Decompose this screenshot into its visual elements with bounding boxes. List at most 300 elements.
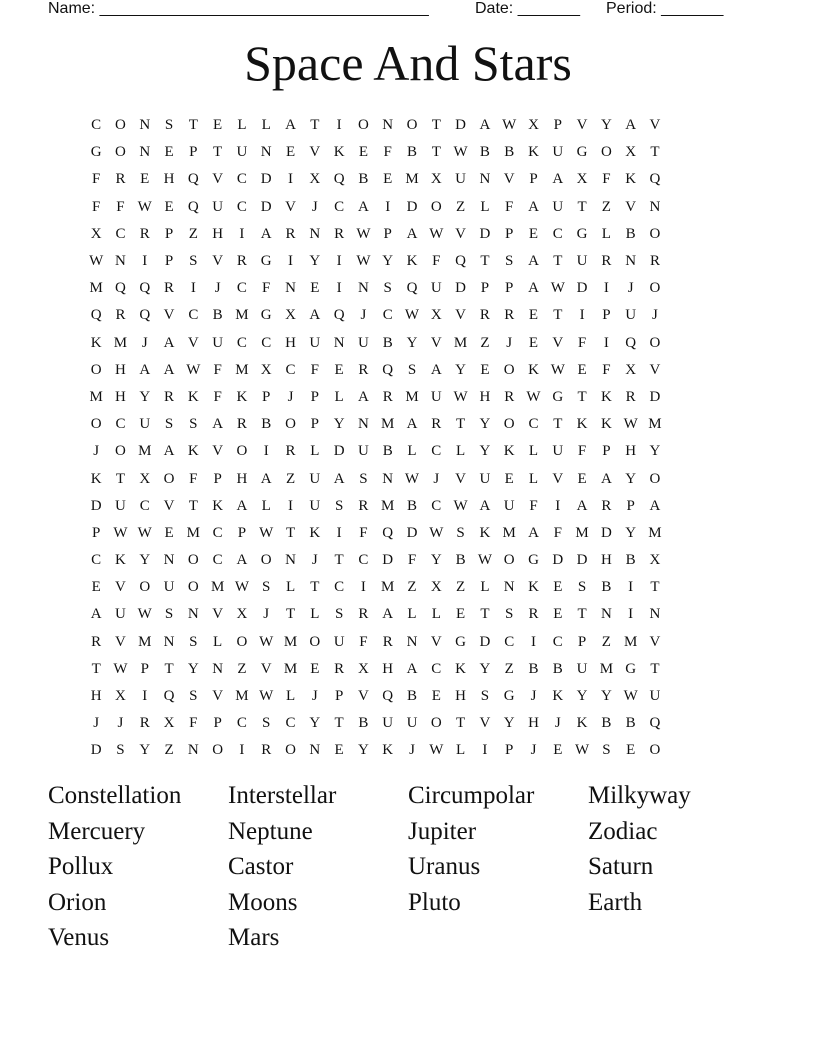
grid-letter[interactable]: F	[553, 524, 562, 541]
grid-letter[interactable]: N	[503, 579, 515, 596]
grid-letter[interactable]: P	[553, 117, 562, 134]
grid-letter[interactable]: J	[311, 688, 318, 705]
grid-letter[interactable]: Q	[90, 307, 102, 324]
grid-letter[interactable]: O	[115, 117, 126, 134]
grid-letter[interactable]: U	[576, 660, 588, 677]
grid-letter[interactable]: J	[530, 742, 537, 759]
grid-letter[interactable]: Z	[407, 579, 417, 596]
grid-letter[interactable]: L	[601, 225, 611, 242]
grid-letter[interactable]: V	[430, 633, 442, 650]
grid-letter[interactable]: R	[91, 633, 102, 650]
grid-letter[interactable]: M	[283, 660, 298, 677]
grid-letter[interactable]: B	[261, 416, 272, 433]
grid-letter[interactable]: D	[333, 443, 345, 460]
grid-letter[interactable]: U	[236, 144, 248, 161]
grid-letter[interactable]: M	[648, 416, 662, 433]
grid-letter[interactable]: X	[430, 307, 442, 324]
grid-letter[interactable]: X	[430, 579, 442, 596]
grid-letter[interactable]: O	[309, 633, 321, 650]
grid-letter[interactable]: R	[236, 416, 247, 433]
grid-letter[interactable]: X	[90, 225, 102, 242]
grid-letter[interactable]: W	[575, 742, 590, 759]
grid-letter[interactable]: R	[358, 497, 369, 514]
grid-letter[interactable]: K	[552, 688, 564, 705]
grid-letter[interactable]: O	[357, 117, 369, 134]
grid-letter[interactable]: R	[285, 443, 296, 460]
grid-letter[interactable]: B	[407, 497, 418, 514]
grid-letter[interactable]: P	[602, 443, 611, 460]
grid-letter[interactable]: Q	[115, 280, 126, 297]
grid-letter[interactable]: W	[186, 361, 201, 378]
grid-letter[interactable]: W	[89, 253, 104, 270]
grid-letter[interactable]: A	[430, 361, 442, 378]
grid-letter[interactable]: N	[357, 280, 369, 297]
grid-letter[interactable]: E	[528, 334, 539, 351]
grid-letter[interactable]: S	[505, 606, 514, 623]
grid-letter[interactable]: B	[407, 688, 418, 705]
grid-letter[interactable]: Y	[600, 117, 612, 134]
grid-letter[interactable]: P	[334, 688, 344, 705]
grid-letter[interactable]: V	[430, 334, 442, 351]
grid-letter[interactable]: M	[575, 524, 589, 541]
grid-letter[interactable]: X	[309, 171, 321, 188]
grid-letter[interactable]: O	[649, 225, 661, 242]
grid-letter[interactable]: E	[383, 171, 393, 188]
grid-letter[interactable]: S	[189, 253, 198, 270]
grid-letter[interactable]: S	[164, 606, 174, 623]
grid-letter[interactable]: N	[115, 253, 126, 270]
grid-letter[interactable]: P	[505, 225, 514, 242]
grid-letter[interactable]: G	[503, 688, 515, 705]
grid-letter[interactable]: D	[649, 388, 661, 405]
grid-letter[interactable]: L	[261, 117, 271, 134]
grid-letter[interactable]: U	[382, 715, 394, 732]
grid-letter[interactable]: K	[576, 715, 588, 732]
grid-letter[interactable]: V	[649, 361, 661, 378]
grid-letter[interactable]: M	[138, 633, 152, 650]
grid-letter[interactable]: W	[259, 524, 274, 541]
grid-letter[interactable]: L	[528, 470, 539, 487]
grid-letter[interactable]: T	[188, 117, 198, 134]
grid-letter[interactable]: Z	[504, 660, 514, 677]
grid-letter[interactable]: A	[406, 416, 418, 433]
grid-letter[interactable]: T	[334, 552, 344, 569]
grid-letter[interactable]: C	[285, 715, 296, 732]
grid-letter[interactable]: A	[212, 416, 224, 433]
grid-letter[interactable]: I	[603, 280, 609, 297]
grid-letter[interactable]: E	[310, 660, 320, 677]
grid-letter[interactable]: O	[90, 416, 102, 433]
grid-letter[interactable]: C	[236, 715, 247, 732]
grid-letter[interactable]: E	[456, 606, 466, 623]
grid-letter[interactable]: I	[336, 253, 342, 270]
grid-letter[interactable]: K	[479, 524, 491, 541]
grid-letter[interactable]: C	[358, 552, 369, 569]
grid-letter[interactable]: C	[91, 552, 102, 569]
grid-letter[interactable]: S	[262, 579, 271, 596]
grid-letter[interactable]: M	[381, 497, 395, 514]
grid-letter[interactable]: C	[431, 660, 442, 677]
grid-letter[interactable]: U	[430, 280, 442, 297]
grid-letter[interactable]: W	[623, 416, 638, 433]
grid-letter[interactable]: H	[625, 443, 637, 460]
grid-letter[interactable]: N	[187, 606, 199, 623]
grid-letter[interactable]: Q	[382, 361, 394, 378]
grid-letter[interactable]: Z	[456, 579, 466, 596]
grid-letter[interactable]: C	[115, 416, 126, 433]
grid-letter[interactable]: E	[626, 742, 636, 759]
grid-letter[interactable]: M	[235, 307, 249, 324]
grid-letter[interactable]: A	[90, 606, 102, 623]
grid-letter[interactable]: Z	[456, 198, 466, 215]
grid-letter[interactable]: S	[189, 633, 198, 650]
grid-letter[interactable]: M	[502, 524, 516, 541]
grid-letter[interactable]: J	[627, 280, 634, 297]
grid-letter[interactable]: W	[404, 307, 420, 324]
grid-letter[interactable]: W	[234, 579, 250, 596]
grid-letter[interactable]: A	[357, 198, 369, 215]
grid-letter[interactable]: Q	[406, 280, 418, 297]
grid-letter[interactable]: N	[212, 660, 224, 677]
grid-letter[interactable]: K	[625, 171, 637, 188]
grid-letter[interactable]: Y	[139, 552, 151, 569]
grid-letter[interactable]: E	[285, 144, 296, 161]
grid-letter[interactable]: L	[237, 117, 247, 134]
grid-letter[interactable]: S	[505, 253, 514, 270]
grid-letter[interactable]: V	[455, 225, 467, 242]
grid-letter[interactable]: D	[260, 171, 272, 188]
date-field[interactable]: Date: _______	[475, 0, 580, 17]
grid-letter[interactable]: Q	[163, 688, 175, 705]
grid-letter[interactable]: N	[285, 280, 296, 297]
grid-letter[interactable]: D	[406, 198, 418, 215]
grid-letter[interactable]: Y	[625, 524, 637, 541]
grid-letter[interactable]: S	[164, 416, 174, 433]
grid-letter[interactable]: T	[650, 660, 660, 677]
grid-letter[interactable]: Z	[188, 225, 198, 242]
grid-letter[interactable]: C	[261, 334, 272, 351]
grid-letter[interactable]: I	[336, 524, 342, 541]
grid-letter[interactable]: P	[602, 307, 611, 324]
name-field[interactable]: Name: _____________________________________	[48, 0, 429, 17]
grid-letter[interactable]: C	[552, 225, 563, 242]
period-field[interactable]: Period: _______	[606, 0, 724, 17]
grid-letter[interactable]: N	[479, 171, 491, 188]
grid-letter[interactable]: Y	[479, 443, 491, 460]
grid-letter[interactable]: I	[360, 579, 366, 596]
grid-letter[interactable]: V	[309, 144, 321, 161]
grid-letter[interactable]: E	[553, 606, 563, 623]
grid-letter[interactable]: S	[456, 524, 465, 541]
grid-letter[interactable]: L	[310, 443, 320, 460]
grid-letter[interactable]: K	[382, 742, 394, 759]
grid-letter[interactable]: H	[382, 660, 394, 677]
grid-letter[interactable]: V	[212, 606, 224, 623]
grid-letter[interactable]: T	[650, 579, 660, 596]
grid-letter[interactable]: Y	[333, 416, 345, 433]
grid-letter[interactable]: W	[356, 253, 371, 270]
grid-letter[interactable]: E	[310, 280, 320, 297]
grid-letter[interactable]: B	[552, 660, 563, 677]
grid-letter[interactable]: U	[115, 606, 126, 623]
grid-letter[interactable]: U	[212, 198, 224, 215]
grid-letter[interactable]: A	[552, 171, 564, 188]
grid-letter[interactable]: Y	[139, 388, 151, 405]
grid-letter[interactable]: U	[163, 579, 175, 596]
grid-letter[interactable]: O	[430, 198, 442, 215]
grid-letter[interactable]: T	[553, 416, 563, 433]
grid-letter[interactable]: A	[576, 497, 588, 514]
grid-letter[interactable]: V	[115, 633, 126, 650]
grid-letter[interactable]: Y	[139, 742, 151, 759]
grid-letter[interactable]: F	[91, 198, 101, 215]
grid-letter[interactable]: A	[333, 470, 345, 487]
grid-letter[interactable]: A	[260, 470, 272, 487]
grid-letter[interactable]: M	[235, 361, 249, 378]
grid-letter[interactable]: E	[164, 198, 174, 215]
grid-letter[interactable]: Z	[601, 198, 611, 215]
grid-letter[interactable]: O	[285, 742, 296, 759]
grid-letter[interactable]: G	[260, 307, 272, 324]
grid-letter[interactable]: Y	[309, 715, 321, 732]
grid-letter[interactable]: I	[482, 742, 488, 759]
grid-letter[interactable]: A	[163, 361, 175, 378]
grid-letter[interactable]: R	[358, 606, 369, 623]
grid-letter[interactable]: B	[625, 225, 636, 242]
grid-letter[interactable]: H	[163, 171, 175, 188]
grid-letter[interactable]: M	[235, 688, 249, 705]
grid-letter[interactable]: F	[213, 361, 222, 378]
grid-letter[interactable]: P	[310, 416, 319, 433]
grid-letter[interactable]: A	[139, 361, 151, 378]
grid-letter[interactable]: J	[311, 552, 318, 569]
grid-letter[interactable]: T	[431, 117, 441, 134]
grid-letter[interactable]: M	[283, 633, 298, 650]
grid-letter[interactable]: W	[453, 144, 468, 161]
grid-letter[interactable]: J	[530, 688, 537, 705]
grid-letter[interactable]: F	[262, 280, 271, 297]
grid-letter[interactable]: I	[288, 497, 294, 514]
grid-letter[interactable]: W	[113, 524, 128, 541]
grid-letter[interactable]: I	[555, 497, 561, 514]
grid-letter[interactable]: F	[359, 633, 368, 650]
grid-letter[interactable]: R	[164, 280, 175, 297]
grid-letter[interactable]: P	[164, 253, 174, 270]
grid-letter[interactable]: E	[528, 307, 539, 324]
grid-letter[interactable]: Y	[479, 660, 491, 677]
grid-letter[interactable]: L	[407, 443, 417, 460]
grid-letter[interactable]: U	[625, 307, 637, 324]
grid-letter[interactable]: K	[406, 253, 418, 270]
grid-letter[interactable]: L	[310, 606, 320, 623]
grid-letter[interactable]: C	[334, 579, 345, 596]
grid-letter[interactable]: C	[115, 225, 126, 242]
grid-letter[interactable]: Y	[357, 742, 369, 759]
grid-letter[interactable]: L	[285, 579, 296, 596]
grid-letter[interactable]: O	[406, 117, 418, 134]
grid-letter[interactable]: X	[139, 470, 151, 487]
grid-letter[interactable]: O	[503, 416, 515, 433]
grid-letter[interactable]: A	[163, 443, 175, 460]
grid-letter[interactable]: Q	[333, 307, 345, 324]
grid-letter[interactable]: B	[504, 144, 515, 161]
grid-letter[interactable]: K	[187, 443, 199, 460]
grid-letter[interactable]: V	[212, 171, 224, 188]
grid-letter[interactable]: H	[285, 334, 296, 351]
grid-letter[interactable]: H	[90, 688, 102, 705]
grid-letter[interactable]: J	[117, 715, 124, 732]
grid-letter[interactable]: W	[477, 552, 492, 569]
grid-letter[interactable]: N	[625, 253, 637, 270]
grid-letter[interactable]: X	[528, 117, 539, 134]
grid-letter[interactable]: X	[649, 552, 661, 569]
grid-letter[interactable]: Y	[406, 334, 418, 351]
grid-letter[interactable]: F	[116, 198, 125, 215]
grid-letter[interactable]: R	[649, 253, 660, 270]
grid-letter[interactable]: V	[212, 688, 224, 705]
grid-letter[interactable]: K	[333, 144, 345, 161]
grid-letter[interactable]: F	[91, 171, 101, 188]
grid-letter[interactable]: A	[406, 660, 418, 677]
grid-letter[interactable]: B	[382, 334, 393, 351]
grid-letter[interactable]: R	[601, 497, 612, 514]
grid-letter[interactable]: I	[603, 334, 609, 351]
grid-letter[interactable]: M	[138, 443, 152, 460]
grid-letter[interactable]: O	[649, 470, 661, 487]
grid-letter[interactable]: T	[553, 307, 563, 324]
grid-letter[interactable]: Q	[625, 334, 637, 351]
grid-letter[interactable]: A	[528, 253, 539, 270]
grid-letter[interactable]: I	[263, 443, 269, 460]
grid-letter[interactable]: L	[407, 606, 417, 623]
grid-letter[interactable]: J	[263, 606, 270, 623]
grid-letter[interactable]: L	[334, 388, 344, 405]
grid-letter[interactable]: N	[649, 198, 661, 215]
grid-letter[interactable]: L	[261, 497, 271, 514]
grid-letter[interactable]: V	[649, 117, 661, 134]
grid-letter[interactable]: W	[550, 361, 565, 378]
grid-letter[interactable]: E	[431, 688, 441, 705]
grid-letter[interactable]: R	[358, 361, 369, 378]
grid-letter[interactable]: I	[239, 742, 245, 759]
grid-letter[interactable]: H	[115, 361, 126, 378]
grid-letter[interactable]: D	[576, 280, 588, 297]
grid-letter[interactable]: W	[137, 524, 152, 541]
grid-letter[interactable]: D	[406, 524, 418, 541]
grid-letter[interactable]: Y	[576, 688, 588, 705]
grid-letter[interactable]: Y	[382, 253, 394, 270]
grid-letter[interactable]: W	[137, 198, 152, 215]
grid-letter[interactable]: M	[381, 416, 395, 433]
grid-letter[interactable]: E	[358, 144, 368, 161]
grid-letter[interactable]: N	[163, 633, 175, 650]
grid-letter[interactable]: U	[649, 688, 661, 705]
grid-letter[interactable]: R	[334, 660, 345, 677]
grid-letter[interactable]: V	[163, 497, 175, 514]
grid-letter[interactable]: U	[115, 497, 126, 514]
grid-letter[interactable]: Q	[333, 171, 345, 188]
grid-letter[interactable]: S	[383, 280, 392, 297]
grid-letter[interactable]: T	[431, 144, 441, 161]
grid-letter[interactable]: S	[602, 742, 611, 759]
grid-letter[interactable]: E	[577, 470, 587, 487]
grid-letter[interactable]: D	[90, 497, 102, 514]
grid-letter[interactable]: A	[163, 334, 175, 351]
grid-letter[interactable]: I	[288, 171, 294, 188]
grid-letter[interactable]: T	[480, 606, 490, 623]
grid-letter[interactable]: M	[405, 171, 419, 188]
grid-letter[interactable]: F	[577, 334, 587, 351]
grid-letter[interactable]: R	[139, 715, 150, 732]
grid-letter[interactable]: N	[382, 117, 394, 134]
grid-letter[interactable]: S	[359, 470, 368, 487]
grid-letter[interactable]: B	[455, 552, 466, 569]
grid-letter[interactable]: I	[385, 198, 391, 215]
grid-letter[interactable]: X	[625, 144, 637, 161]
grid-letter[interactable]: M	[210, 579, 225, 596]
grid-letter[interactable]: C	[139, 497, 150, 514]
grid-letter[interactable]: R	[139, 225, 150, 242]
grid-letter[interactable]: M	[89, 388, 103, 405]
grid-letter[interactable]: U	[479, 470, 491, 487]
grid-letter[interactable]: E	[334, 742, 344, 759]
grid-letter[interactable]: V	[455, 470, 467, 487]
grid-letter[interactable]: S	[407, 361, 417, 378]
grid-letter[interactable]: O	[139, 579, 151, 596]
grid-letter[interactable]: W	[259, 688, 274, 705]
grid-letter[interactable]: H	[115, 388, 126, 405]
grid-letter[interactable]: Y	[503, 715, 515, 732]
grid-letter[interactable]: R	[115, 171, 126, 188]
grid-letter[interactable]: Z	[285, 470, 296, 487]
grid-letter[interactable]: A	[285, 117, 296, 134]
grid-letter[interactable]: O	[285, 416, 296, 433]
grid-letter[interactable]: I	[190, 280, 196, 297]
grid-letter[interactable]: N	[309, 225, 321, 242]
grid-letter[interactable]: D	[552, 552, 564, 569]
grid-letter[interactable]: P	[91, 524, 101, 541]
grid-letter[interactable]: J	[652, 307, 658, 324]
grid-letter[interactable]: U	[552, 198, 564, 215]
grid-letter[interactable]: R	[236, 253, 247, 270]
grid-letter[interactable]: R	[285, 225, 296, 242]
grid-letter[interactable]: R	[115, 307, 126, 324]
grid-letter[interactable]: R	[164, 388, 175, 405]
grid-letter[interactable]: B	[601, 715, 612, 732]
grid-letter[interactable]: D	[479, 633, 491, 650]
grid-letter[interactable]: A	[236, 497, 248, 514]
grid-letter[interactable]: D	[455, 280, 467, 297]
grid-letter[interactable]: P	[480, 280, 490, 297]
grid-letter[interactable]: W	[526, 388, 541, 405]
grid-letter[interactable]: A	[528, 524, 539, 541]
grid-letter[interactable]: X	[236, 606, 248, 623]
grid-letter[interactable]: W	[356, 225, 371, 242]
grid-letter[interactable]: U	[212, 334, 224, 351]
grid-letter[interactable]: U	[552, 443, 564, 460]
grid-letter[interactable]: O	[430, 715, 442, 732]
grid-letter[interactable]: D	[90, 742, 102, 759]
grid-letter[interactable]: I	[288, 253, 294, 270]
grid-letter[interactable]: D	[479, 225, 491, 242]
grid-letter[interactable]: J	[506, 334, 513, 351]
grid-letter[interactable]: Q	[139, 307, 151, 324]
grid-letter[interactable]: A	[236, 552, 248, 569]
grid-letter[interactable]: E	[334, 361, 344, 378]
grid-letter[interactable]: G	[552, 388, 564, 405]
grid-letter[interactable]: V	[187, 334, 199, 351]
grid-letter[interactable]: H	[600, 552, 612, 569]
